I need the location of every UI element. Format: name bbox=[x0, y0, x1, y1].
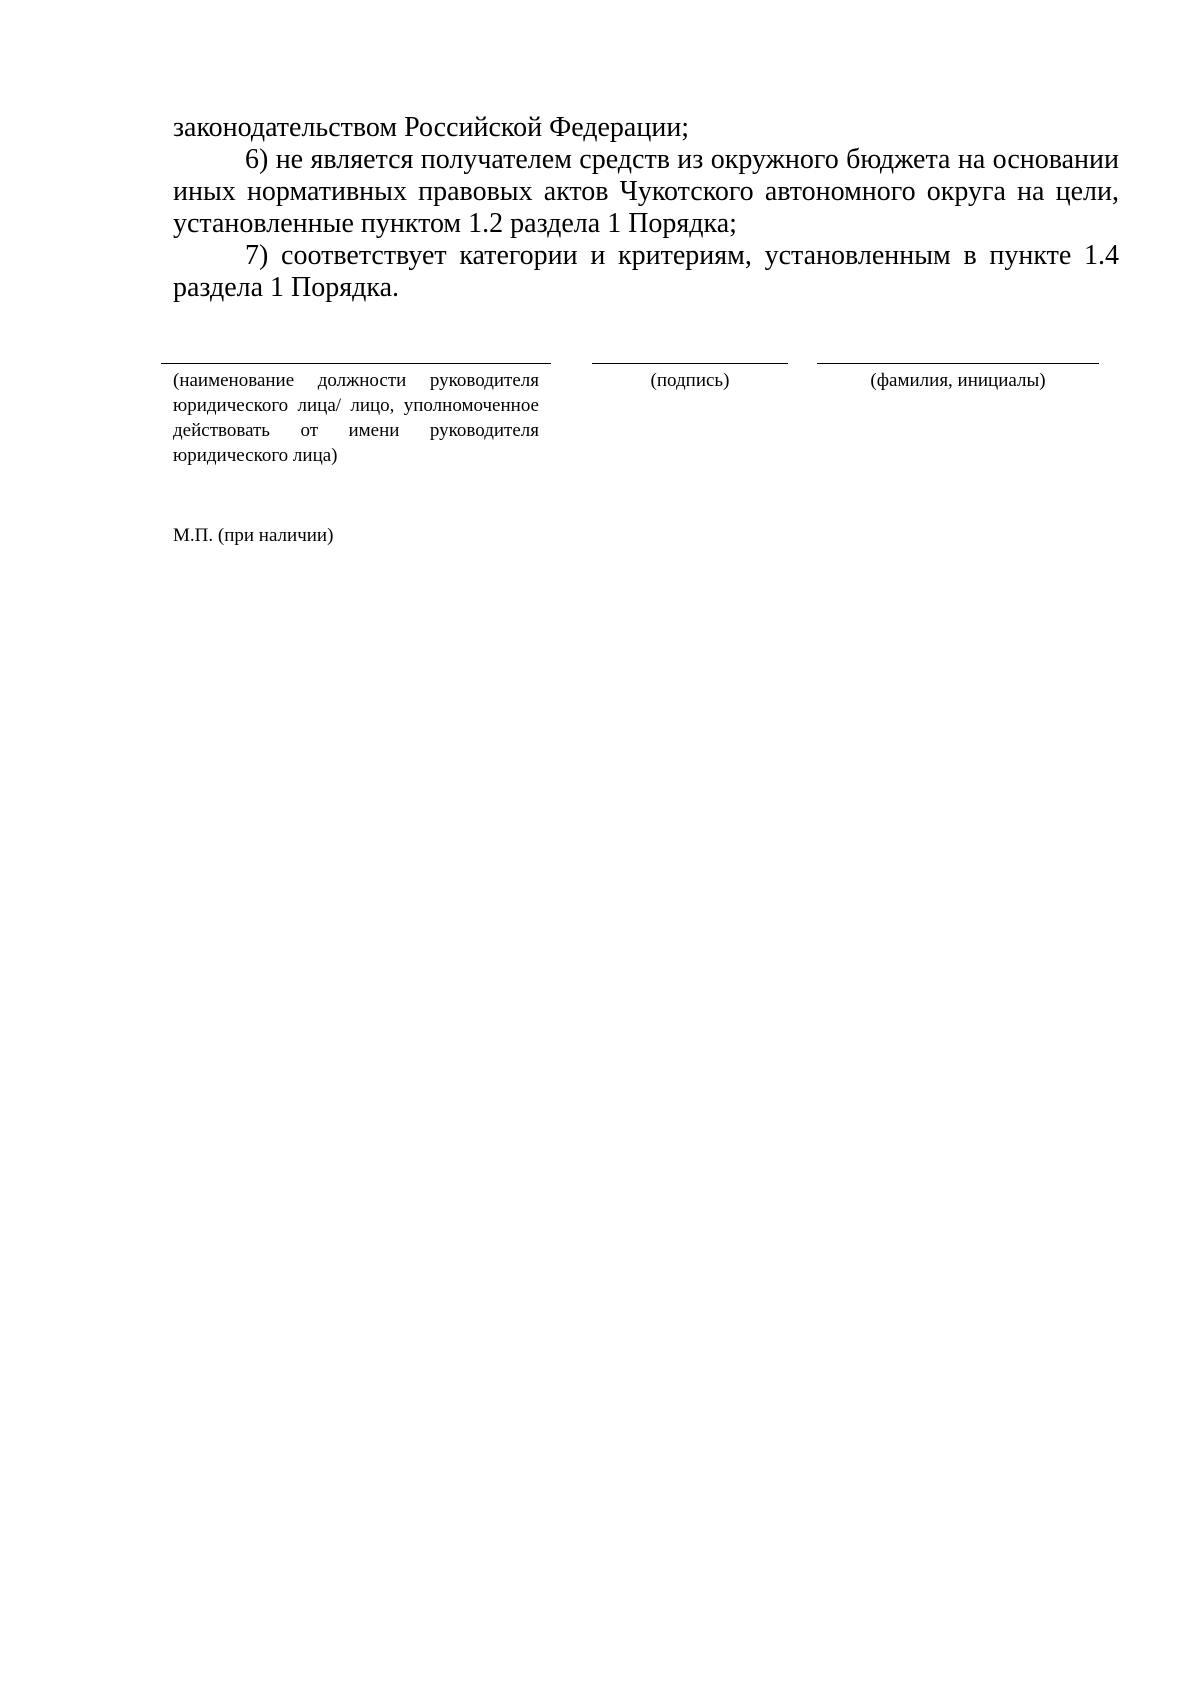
signature-caption: (подпись) bbox=[650, 370, 730, 391]
stamp-note: М.П. (при наличии) bbox=[173, 525, 334, 546]
name-caption: (фамилия, инициалы) bbox=[870, 370, 1046, 391]
paragraph-item-7: 7) соответствует категории и критериям, установленным в пункте 1.4 раздела 1 Порядка. bbox=[173, 240, 1119, 303]
paragraph-legislation-end: законодательством Российской Федерации; bbox=[173, 112, 690, 143]
position-caption: (наименование должности руководителя юридического лица/ лицо, уполномоченное действовать от имени руководителя юридического лица) bbox=[173, 370, 539, 466]
document-body bbox=[173, 112, 1119, 304]
position-signature-line bbox=[161, 363, 551, 364]
paragraph-item-6: 6) не является получателем средств из окружного бюджета на основании иных нормативных правовых актов Чукотского автономного округа на цели, установленные пунктом 1.2 раздела 1 Порядка; bbox=[173, 144, 1119, 239]
signature-line bbox=[592, 363, 788, 364]
name-signature-line bbox=[817, 363, 1099, 364]
